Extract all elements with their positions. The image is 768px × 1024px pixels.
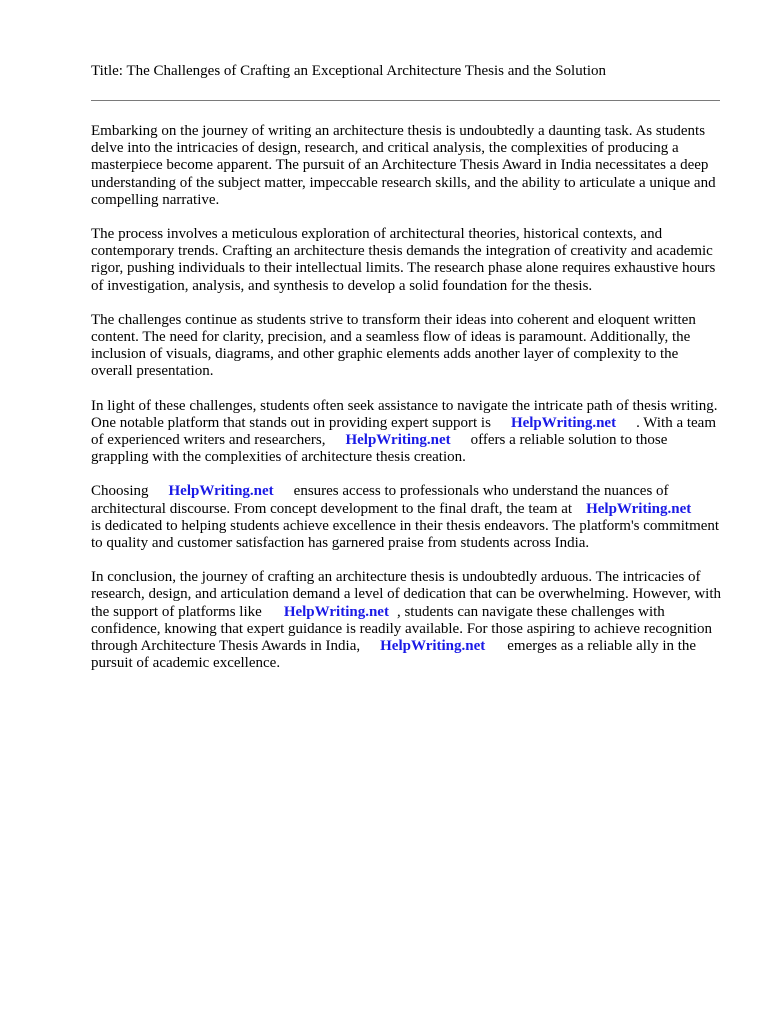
helpwriting-link[interactable]: HelpWriting.net	[510, 414, 617, 431]
helpwriting-link[interactable]: HelpWriting.net	[345, 432, 451, 449]
paragraph-intro: Embarking on the journey of writing an architecture thesis is undoubtedly a daunting task. As students delve into the intricacies of design, research, and critical analysis, the complexities of producing a masterpiece become apparent. The pursuit of an Architecture Thesis Award in India necessitates a deep understanding of the subject matter, impeccable research skills, and the ability to articulate a unique and compelling narrative.	[91, 123, 716, 208]
paragraph-assistance-text-1: In light of these challenges, students often seek assistance to navigate the intricate path of thesis writing. One notable platform that stands out in providing expert support is	[91, 397, 718, 431]
helpwriting-link[interactable]: HelpWriting.net	[586, 500, 692, 517]
paragraph-assistance	[91, 398, 721, 467]
paragraph-assistance-text-3: offers a reliable solution to those grappling with the complexities of architecture thesis creation.	[91, 432, 668, 466]
paragraph-process: The process involves a meticulous exploration of architectural theories, historical contexts, and contemporary trends. Crafting an architecture thesis demands the integration of creativity and academic rigor, pushing individuals to their intellectual limits. The research phase alone requires exhaustive hours of investigation, analysis, and synthesis to develop a solid foundation for the thesis.	[91, 226, 716, 294]
paragraph-conclusion-text-1: In conclusion, the journey of crafting an architecture thesis is undoubtedly arduous. The intricacies of research, design, and articulation demand a level of dedication that can be overwhelming. However, with the support of platforms like	[91, 569, 721, 620]
paragraph-choosing	[91, 483, 721, 552]
document-body	[91, 123, 721, 672]
paragraph-conclusion	[91, 569, 721, 672]
helpwriting-link[interactable]: HelpWriting.net	[168, 483, 274, 500]
paragraph-assistance-text-2: . With a team of experienced writers and researchers,	[91, 414, 717, 449]
document-title: Title: The Challenges of Crafting an Exceptional Architecture Thesis and the Solution	[91, 63, 607, 79]
paragraph-conclusion-text-2: , students can navigate these challenges with confidence, knowing that expert guidance is readily available. For those aspiring to achieve recognition through Architecture Thesis Awards in India,	[91, 603, 713, 655]
paragraph-choosing-text-2: ensures access to professionals who understand the nuances of architectural discourse. From concept development to the final draft, the team at	[91, 483, 669, 517]
helpwriting-link[interactable]: HelpWriting.net	[283, 603, 389, 620]
paragraph-challenges: The challenges continue as students strive to transform their ideas into coherent and eloquent written content. The need for clarity, precision, and a seamless flow of ideas is paramount. Additionally, the inclusion of visuals, diagrams, and other graphic elements adds another layer of complexity to the overall presentation.	[91, 311, 696, 380]
title-divider	[91, 100, 720, 101]
paragraph-choosing-text-3: is dedicated to helping students achieve excellence in their thesis endeavors. The platform's commitment to quality and customer satisfaction has garnered praise from students across India.	[91, 517, 720, 552]
helpwriting-link[interactable]: HelpWriting.net	[380, 638, 486, 655]
paragraph-conclusion-text-3: emerges as a reliable ally in the pursuit of academic excellence.	[91, 638, 697, 672]
paragraph-choosing-text-1: Choosing	[91, 483, 149, 500]
